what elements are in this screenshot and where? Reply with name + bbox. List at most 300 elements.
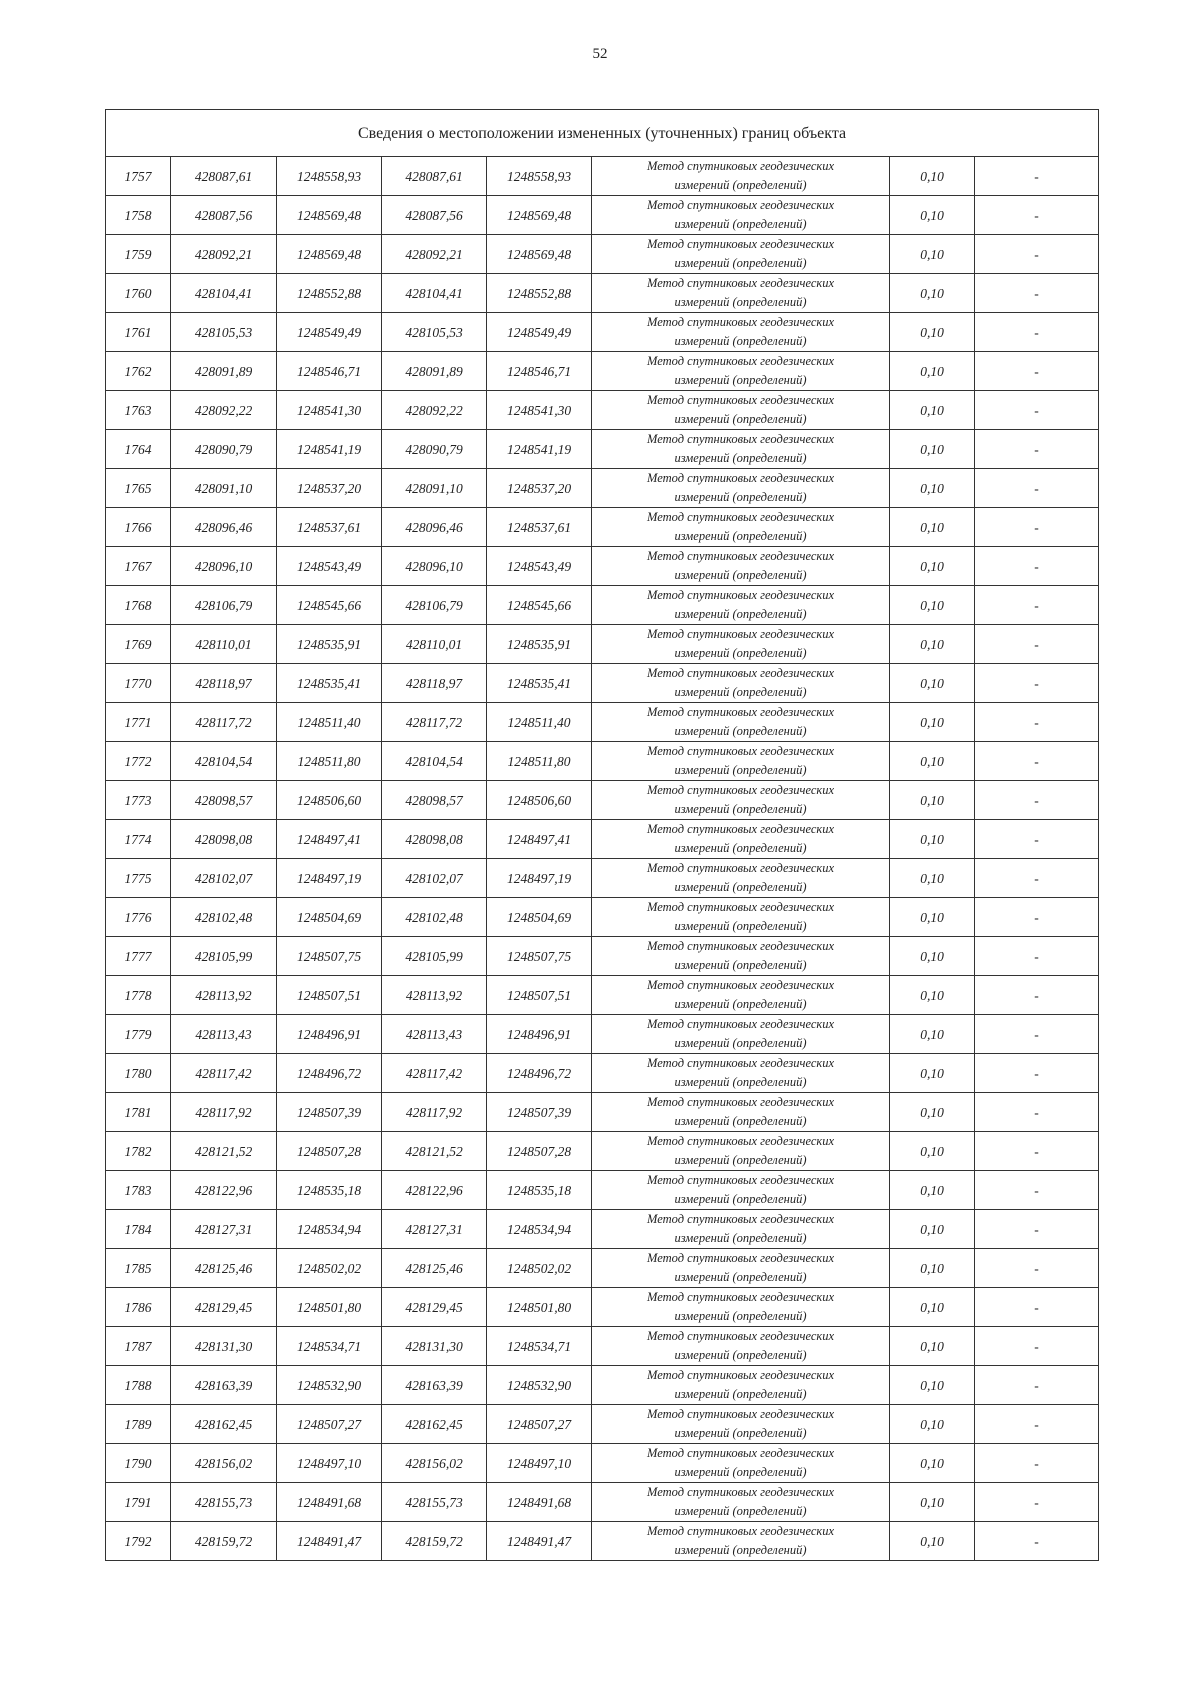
y-existing-cell: 1248506,60 — [277, 781, 382, 820]
method-cell — [592, 352, 890, 391]
method-line-1: Метод спутниковых геодезических — [646, 1290, 835, 1304]
method-line-2: измерений (определений) — [674, 1153, 807, 1167]
x-existing-cell: 428087,61 — [171, 157, 277, 196]
note-cell: - — [975, 976, 1099, 1015]
y-existing-cell: 1248535,91 — [277, 625, 382, 664]
y-existing-cell: 1248497,10 — [277, 1444, 382, 1483]
y-existing-cell: 1248558,93 — [277, 157, 382, 196]
method-line-1: Метод спутниковых геодезических — [646, 471, 835, 485]
x-refined-cell: 428096,10 — [382, 547, 487, 586]
y-refined-cell: 1248507,27 — [487, 1405, 592, 1444]
x-refined-cell: 428105,99 — [382, 937, 487, 976]
point-number-cell: 1776 — [106, 898, 171, 937]
x-existing-cell: 428113,92 — [171, 976, 277, 1015]
table-row — [106, 664, 1099, 703]
y-existing-cell: 1248496,72 — [277, 1054, 382, 1093]
x-refined-cell: 428127,31 — [382, 1210, 487, 1249]
table-row — [106, 1054, 1099, 1093]
method-line-2: измерений (определений) — [674, 919, 807, 933]
table-row — [106, 274, 1099, 313]
note-cell: - — [975, 469, 1099, 508]
table-title-row — [106, 110, 1099, 157]
x-existing-cell: 428105,99 — [171, 937, 277, 976]
x-refined-cell: 428091,89 — [382, 352, 487, 391]
note-cell: - — [975, 430, 1099, 469]
point-number-cell: 1773 — [106, 781, 171, 820]
x-refined-cell: 428163,39 — [382, 1366, 487, 1405]
method-cell — [592, 274, 890, 313]
accuracy-cell: 0,10 — [890, 1015, 975, 1054]
method-cell — [592, 430, 890, 469]
method-cell — [592, 1132, 890, 1171]
note-cell: - — [975, 898, 1099, 937]
x-existing-cell: 428125,46 — [171, 1249, 277, 1288]
y-existing-cell: 1248549,49 — [277, 313, 382, 352]
x-refined-cell: 428117,42 — [382, 1054, 487, 1093]
table-body — [106, 110, 1099, 1561]
method-cell — [592, 235, 890, 274]
note-cell: - — [975, 1522, 1099, 1561]
y-refined-cell: 1248497,19 — [487, 859, 592, 898]
y-refined-cell: 1248491,47 — [487, 1522, 592, 1561]
note-cell: - — [975, 1132, 1099, 1171]
note-cell: - — [975, 313, 1099, 352]
method-line-1: Метод спутниковых геодезических — [646, 783, 835, 797]
x-refined-cell: 428117,72 — [382, 703, 487, 742]
x-refined-cell: 428091,10 — [382, 469, 487, 508]
method-line-2: измерений (определений) — [674, 334, 807, 348]
method-line-2: измерений (определений) — [674, 646, 807, 660]
x-refined-cell: 428092,21 — [382, 235, 487, 274]
method-cell — [592, 1210, 890, 1249]
note-cell: - — [975, 586, 1099, 625]
method-cell — [592, 976, 890, 1015]
note-cell: - — [975, 625, 1099, 664]
note-cell: - — [975, 859, 1099, 898]
y-refined-cell: 1248496,91 — [487, 1015, 592, 1054]
method-line-2: измерений (определений) — [674, 295, 807, 309]
x-existing-cell: 428163,39 — [171, 1366, 277, 1405]
y-existing-cell: 1248535,18 — [277, 1171, 382, 1210]
table-row — [106, 1093, 1099, 1132]
y-refined-cell: 1248497,10 — [487, 1444, 592, 1483]
x-existing-cell: 428104,54 — [171, 742, 277, 781]
note-cell: - — [975, 391, 1099, 430]
x-existing-cell: 428096,46 — [171, 508, 277, 547]
point-number-cell: 1759 — [106, 235, 171, 274]
method-line-1: Метод спутниковых геодезических — [646, 861, 835, 875]
table-row — [106, 313, 1099, 352]
method-line-1: Метод спутниковых геодезических — [646, 1485, 835, 1499]
y-refined-cell: 1248506,60 — [487, 781, 592, 820]
method-line-1: Метод спутниковых геодезических — [646, 939, 835, 953]
table-row — [106, 586, 1099, 625]
note-cell: - — [975, 157, 1099, 196]
table-row — [106, 742, 1099, 781]
y-existing-cell: 1248507,39 — [277, 1093, 382, 1132]
method-line-2: измерений (определений) — [674, 1504, 807, 1518]
method-line-2: измерений (определений) — [674, 1465, 807, 1479]
table-row — [106, 898, 1099, 937]
method-line-2: измерений (определений) — [674, 880, 807, 894]
point-number-cell: 1790 — [106, 1444, 171, 1483]
table-row — [106, 625, 1099, 664]
table-row — [106, 352, 1099, 391]
point-number-cell: 1791 — [106, 1483, 171, 1522]
method-line-1: Метод спутниковых геодезических — [646, 354, 835, 368]
note-cell: - — [975, 664, 1099, 703]
accuracy-cell: 0,10 — [890, 1327, 975, 1366]
note-cell: - — [975, 274, 1099, 313]
table-row — [106, 508, 1099, 547]
method-cell — [592, 781, 890, 820]
point-number-cell: 1782 — [106, 1132, 171, 1171]
accuracy-cell: 0,10 — [890, 1210, 975, 1249]
method-line-1: Метод спутниковых геодезических — [646, 1446, 835, 1460]
method-line-2: измерений (определений) — [674, 1075, 807, 1089]
method-line-1: Метод спутниковых геодезических — [646, 510, 835, 524]
note-cell: - — [975, 235, 1099, 274]
method-cell — [592, 859, 890, 898]
y-existing-cell: 1248537,20 — [277, 469, 382, 508]
y-refined-cell: 1248537,20 — [487, 469, 592, 508]
x-existing-cell: 428156,02 — [171, 1444, 277, 1483]
method-cell — [592, 1288, 890, 1327]
method-cell — [592, 1444, 890, 1483]
x-existing-cell: 428091,10 — [171, 469, 277, 508]
method-line-1: Метод спутниковых геодезических — [646, 900, 835, 914]
x-existing-cell: 428098,57 — [171, 781, 277, 820]
point-number-cell: 1762 — [106, 352, 171, 391]
x-existing-cell: 428090,79 — [171, 430, 277, 469]
point-number-cell: 1771 — [106, 703, 171, 742]
accuracy-cell: 0,10 — [890, 859, 975, 898]
table-row — [106, 1522, 1099, 1561]
x-refined-cell: 428159,72 — [382, 1522, 487, 1561]
method-cell — [592, 1366, 890, 1405]
accuracy-cell: 0,10 — [890, 1249, 975, 1288]
x-existing-cell: 428102,07 — [171, 859, 277, 898]
x-refined-cell: 428156,02 — [382, 1444, 487, 1483]
x-refined-cell: 428087,56 — [382, 196, 487, 235]
method-line-1: Метод спутниковых геодезических — [646, 1212, 835, 1226]
method-line-2: измерений (определений) — [674, 568, 807, 582]
note-cell: - — [975, 1093, 1099, 1132]
y-refined-cell: 1248549,49 — [487, 313, 592, 352]
method-cell — [592, 157, 890, 196]
method-cell — [592, 313, 890, 352]
y-refined-cell: 1248569,48 — [487, 235, 592, 274]
method-line-1: Метод спутниковых геодезических — [646, 1368, 835, 1382]
point-number-cell: 1784 — [106, 1210, 171, 1249]
method-line-2: измерений (определений) — [674, 412, 807, 426]
point-number-cell: 1757 — [106, 157, 171, 196]
point-number-cell: 1788 — [106, 1366, 171, 1405]
method-line-1: Метод спутниковых геодезических — [646, 666, 835, 680]
table-row — [106, 430, 1099, 469]
accuracy-cell: 0,10 — [890, 1444, 975, 1483]
method-cell — [592, 898, 890, 937]
x-existing-cell: 428104,41 — [171, 274, 277, 313]
point-number-cell: 1775 — [106, 859, 171, 898]
method-line-1: Метод спутниковых геодезических — [646, 315, 835, 329]
x-refined-cell: 428162,45 — [382, 1405, 487, 1444]
y-existing-cell: 1248491,68 — [277, 1483, 382, 1522]
y-refined-cell: 1248511,80 — [487, 742, 592, 781]
accuracy-cell: 0,10 — [890, 1366, 975, 1405]
table-row — [106, 1483, 1099, 1522]
y-refined-cell: 1248534,94 — [487, 1210, 592, 1249]
table-row — [106, 469, 1099, 508]
y-refined-cell: 1248507,75 — [487, 937, 592, 976]
method-line-1: Метод спутниковых геодезических — [646, 549, 835, 563]
method-line-2: измерений (определений) — [674, 1114, 807, 1128]
x-refined-cell: 428092,22 — [382, 391, 487, 430]
x-existing-cell: 428117,42 — [171, 1054, 277, 1093]
y-refined-cell: 1248546,71 — [487, 352, 592, 391]
point-number-cell: 1774 — [106, 820, 171, 859]
method-cell — [592, 196, 890, 235]
note-cell: - — [975, 1015, 1099, 1054]
method-line-2: измерений (определений) — [674, 607, 807, 621]
y-existing-cell: 1248507,28 — [277, 1132, 382, 1171]
table-row — [106, 235, 1099, 274]
note-cell: - — [975, 1405, 1099, 1444]
note-cell: - — [975, 508, 1099, 547]
x-refined-cell: 428131,30 — [382, 1327, 487, 1366]
method-line-2: измерений (определений) — [674, 958, 807, 972]
accuracy-cell: 0,10 — [890, 352, 975, 391]
method-line-1: Метод спутниковых геодезических — [646, 432, 835, 446]
y-existing-cell: 1248504,69 — [277, 898, 382, 937]
x-refined-cell: 428090,79 — [382, 430, 487, 469]
point-number-cell: 1786 — [106, 1288, 171, 1327]
accuracy-cell: 0,10 — [890, 703, 975, 742]
method-cell — [592, 1327, 890, 1366]
x-refined-cell: 428117,92 — [382, 1093, 487, 1132]
point-number-cell: 1780 — [106, 1054, 171, 1093]
method-line-2: измерений (определений) — [674, 763, 807, 777]
accuracy-cell: 0,10 — [890, 547, 975, 586]
method-cell — [592, 469, 890, 508]
note-cell: - — [975, 1288, 1099, 1327]
x-refined-cell: 428113,92 — [382, 976, 487, 1015]
method-line-1: Метод спутниковых геодезических — [646, 1017, 835, 1031]
y-refined-cell: 1248535,41 — [487, 664, 592, 703]
note-cell: - — [975, 781, 1099, 820]
note-cell: - — [975, 196, 1099, 235]
x-existing-cell: 428113,43 — [171, 1015, 277, 1054]
x-refined-cell: 428102,07 — [382, 859, 487, 898]
x-refined-cell: 428125,46 — [382, 1249, 487, 1288]
accuracy-cell: 0,10 — [890, 1405, 975, 1444]
method-cell — [592, 664, 890, 703]
method-line-1: Метод спутниковых геодезических — [646, 237, 835, 251]
x-existing-cell: 428121,52 — [171, 1132, 277, 1171]
note-cell: - — [975, 937, 1099, 976]
method-line-1: Метод спутниковых геодезических — [646, 627, 835, 641]
method-cell — [592, 937, 890, 976]
table-row — [106, 1444, 1099, 1483]
method-line-2: измерений (определений) — [674, 1309, 807, 1323]
method-line-1: Метод спутниковых геодезических — [646, 276, 835, 290]
note-cell: - — [975, 820, 1099, 859]
point-number-cell: 1781 — [106, 1093, 171, 1132]
x-refined-cell: 428122,96 — [382, 1171, 487, 1210]
y-refined-cell: 1248496,72 — [487, 1054, 592, 1093]
accuracy-cell: 0,10 — [890, 469, 975, 508]
x-existing-cell: 428092,22 — [171, 391, 277, 430]
x-refined-cell: 428105,53 — [382, 313, 487, 352]
point-number-cell: 1785 — [106, 1249, 171, 1288]
accuracy-cell: 0,10 — [890, 742, 975, 781]
x-refined-cell: 428087,61 — [382, 157, 487, 196]
note-cell: - — [975, 742, 1099, 781]
x-existing-cell: 428087,56 — [171, 196, 277, 235]
x-existing-cell: 428131,30 — [171, 1327, 277, 1366]
point-number-cell: 1763 — [106, 391, 171, 430]
table-title: Сведения о местоположении измененных (уточненных) границ объекта — [106, 110, 1099, 157]
x-refined-cell: 428129,45 — [382, 1288, 487, 1327]
method-line-2: измерений (определений) — [674, 1036, 807, 1050]
method-line-2: измерений (определений) — [674, 451, 807, 465]
method-line-2: измерений (определений) — [674, 256, 807, 270]
boundary-coordinates-table — [105, 109, 1099, 1561]
y-refined-cell: 1248511,40 — [487, 703, 592, 742]
x-refined-cell: 428098,57 — [382, 781, 487, 820]
method-line-1: Метод спутниковых геодезических — [646, 1329, 835, 1343]
accuracy-cell: 0,10 — [890, 1171, 975, 1210]
table-row — [106, 859, 1099, 898]
y-refined-cell: 1248535,18 — [487, 1171, 592, 1210]
method-cell — [592, 1483, 890, 1522]
method-line-2: измерений (определений) — [674, 685, 807, 699]
method-line-2: измерений (определений) — [674, 802, 807, 816]
x-refined-cell: 428096,46 — [382, 508, 487, 547]
y-existing-cell: 1248511,80 — [277, 742, 382, 781]
method-line-2: измерений (определений) — [674, 1270, 807, 1284]
method-line-2: измерений (определений) — [674, 724, 807, 738]
accuracy-cell: 0,10 — [890, 781, 975, 820]
y-existing-cell: 1248497,41 — [277, 820, 382, 859]
y-existing-cell: 1248496,91 — [277, 1015, 382, 1054]
accuracy-cell: 0,10 — [890, 625, 975, 664]
x-refined-cell: 428102,48 — [382, 898, 487, 937]
method-line-1: Метод спутниковых геодезических — [646, 1251, 835, 1265]
method-cell — [592, 1015, 890, 1054]
y-existing-cell: 1248541,19 — [277, 430, 382, 469]
method-cell — [592, 1249, 890, 1288]
x-refined-cell: 428121,52 — [382, 1132, 487, 1171]
method-line-1: Метод спутниковых геодезических — [646, 393, 835, 407]
x-refined-cell: 428104,54 — [382, 742, 487, 781]
method-cell — [592, 547, 890, 586]
accuracy-cell: 0,10 — [890, 1132, 975, 1171]
y-refined-cell: 1248558,93 — [487, 157, 592, 196]
point-number-cell: 1770 — [106, 664, 171, 703]
accuracy-cell: 0,10 — [890, 235, 975, 274]
x-existing-cell: 428155,73 — [171, 1483, 277, 1522]
note-cell: - — [975, 1210, 1099, 1249]
note-cell: - — [975, 352, 1099, 391]
table-row — [106, 157, 1099, 196]
x-refined-cell: 428155,73 — [382, 1483, 487, 1522]
x-existing-cell: 428159,72 — [171, 1522, 277, 1561]
method-line-2: измерений (определений) — [674, 178, 807, 192]
y-existing-cell: 1248552,88 — [277, 274, 382, 313]
y-refined-cell: 1248502,02 — [487, 1249, 592, 1288]
accuracy-cell: 0,10 — [890, 1288, 975, 1327]
point-number-cell: 1765 — [106, 469, 171, 508]
method-cell — [592, 586, 890, 625]
point-number-cell: 1768 — [106, 586, 171, 625]
y-existing-cell: 1248535,41 — [277, 664, 382, 703]
y-refined-cell: 1248569,48 — [487, 196, 592, 235]
point-number-cell: 1779 — [106, 1015, 171, 1054]
note-cell: - — [975, 1444, 1099, 1483]
method-line-1: Метод спутниковых геодезических — [646, 1095, 835, 1109]
y-refined-cell: 1248534,71 — [487, 1327, 592, 1366]
note-cell: - — [975, 1327, 1099, 1366]
method-line-2: измерений (определений) — [674, 1231, 807, 1245]
method-cell — [592, 391, 890, 430]
method-cell — [592, 508, 890, 547]
method-cell — [592, 1522, 890, 1561]
table-row — [106, 391, 1099, 430]
y-refined-cell: 1248507,39 — [487, 1093, 592, 1132]
method-cell — [592, 1171, 890, 1210]
method-line-1: Метод спутниковых геодезических — [646, 1134, 835, 1148]
y-existing-cell: 1248534,94 — [277, 1210, 382, 1249]
y-refined-cell: 1248491,68 — [487, 1483, 592, 1522]
x-refined-cell: 428118,97 — [382, 664, 487, 703]
point-number-cell: 1760 — [106, 274, 171, 313]
y-refined-cell: 1248535,91 — [487, 625, 592, 664]
y-existing-cell: 1248507,51 — [277, 976, 382, 1015]
x-existing-cell: 428102,48 — [171, 898, 277, 937]
table-row — [106, 1171, 1099, 1210]
y-refined-cell: 1248507,51 — [487, 976, 592, 1015]
accuracy-cell: 0,10 — [890, 820, 975, 859]
accuracy-cell: 0,10 — [890, 1483, 975, 1522]
y-refined-cell: 1248504,69 — [487, 898, 592, 937]
y-refined-cell: 1248541,19 — [487, 430, 592, 469]
x-existing-cell: 428127,31 — [171, 1210, 277, 1249]
method-cell — [592, 820, 890, 859]
accuracy-cell: 0,10 — [890, 391, 975, 430]
table-row — [106, 547, 1099, 586]
x-existing-cell: 428105,53 — [171, 313, 277, 352]
point-number-cell: 1769 — [106, 625, 171, 664]
y-existing-cell: 1248511,40 — [277, 703, 382, 742]
x-existing-cell: 428117,72 — [171, 703, 277, 742]
y-existing-cell: 1248569,48 — [277, 235, 382, 274]
y-existing-cell: 1248491,47 — [277, 1522, 382, 1561]
method-line-2: измерений (определений) — [674, 529, 807, 543]
method-line-2: измерений (определений) — [674, 1192, 807, 1206]
method-line-1: Метод спутниковых геодезических — [646, 744, 835, 758]
method-cell — [592, 742, 890, 781]
accuracy-cell: 0,10 — [890, 1054, 975, 1093]
accuracy-cell: 0,10 — [890, 586, 975, 625]
x-existing-cell: 428096,10 — [171, 547, 277, 586]
method-line-2: измерений (определений) — [674, 1543, 807, 1557]
point-number-cell: 1772 — [106, 742, 171, 781]
point-number-cell: 1764 — [106, 430, 171, 469]
y-refined-cell: 1248507,28 — [487, 1132, 592, 1171]
x-refined-cell: 428106,79 — [382, 586, 487, 625]
y-existing-cell: 1248545,66 — [277, 586, 382, 625]
